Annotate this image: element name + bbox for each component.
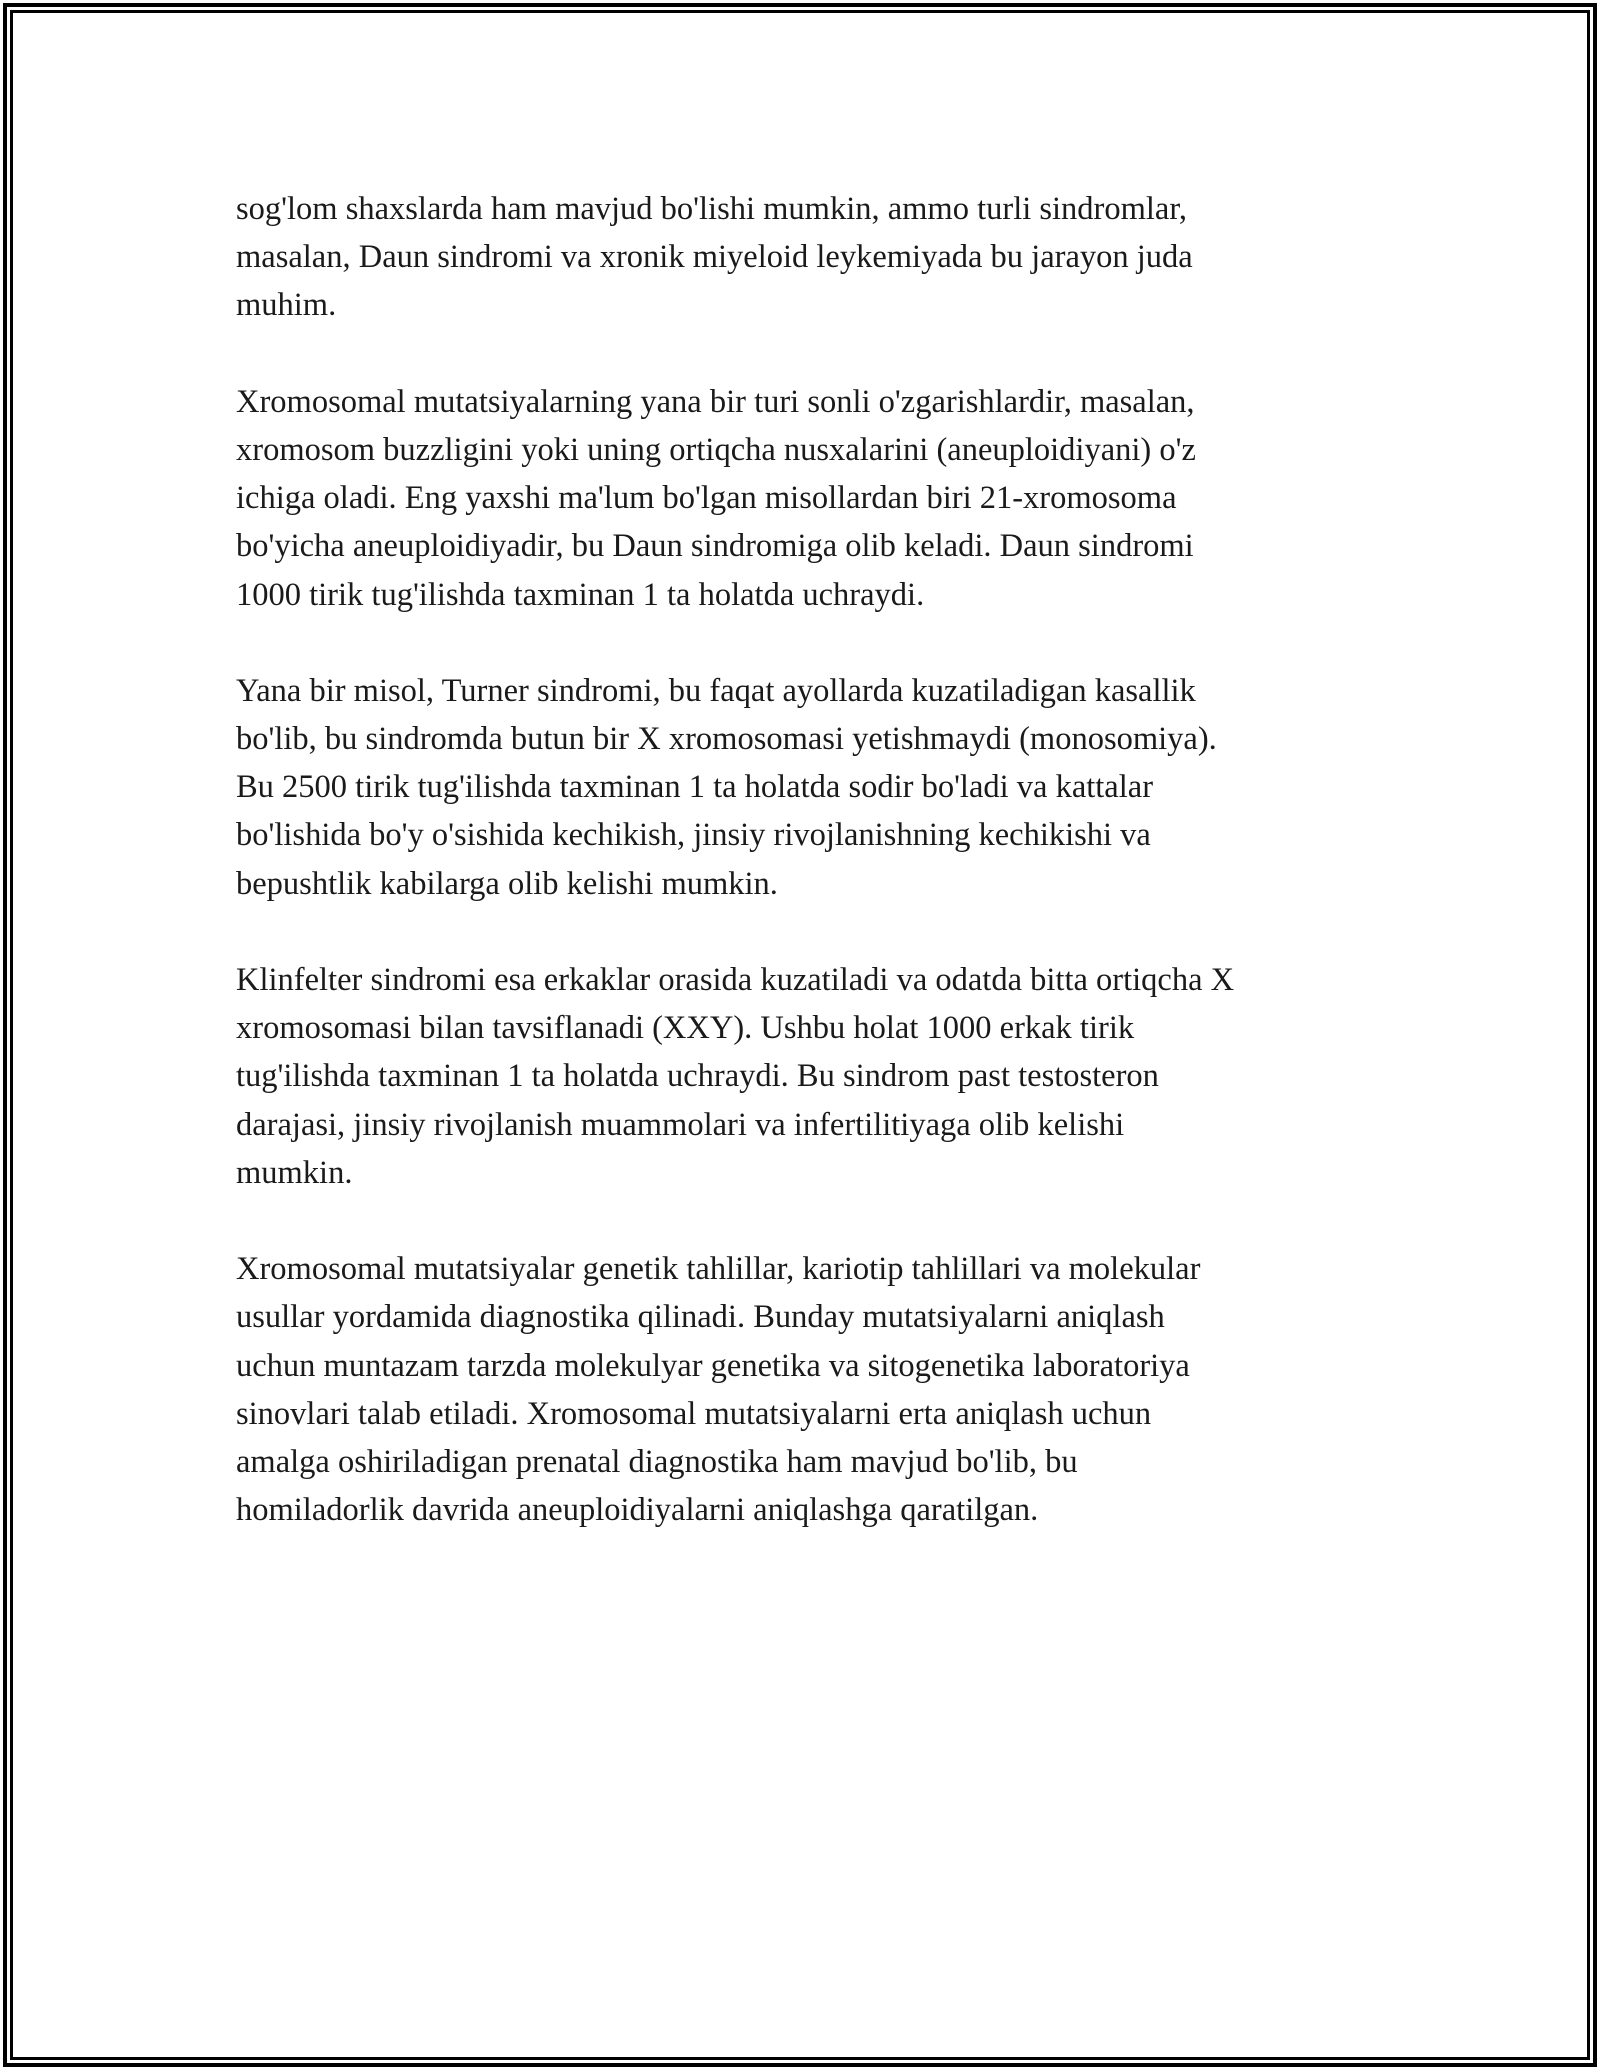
text-line: Klinfelter sindromi esa erkaklar orasida kuzatiladi va odatda bitta ortiqcha X: [236, 962, 1235, 998]
text-line: xromosomasi bilan tavsiflanadi (XXY). Ushbu holat 1000 erkak tirik: [236, 1010, 1135, 1047]
text-line: tug'ilishda taxminan 1 ta holatda uchraydi. Bu sindrom past testosteron: [236, 1058, 1159, 1095]
text-line: xromosom buzzligini yoki uning ortiqcha nusxalarini (aneuploidiyani) o'z: [236, 431, 1196, 468]
paragraph-5: [236, 1245, 1376, 1534]
text-line: masalan, Daun sindromi va xronik miyeloid leykemiyada bu jarayon juda: [236, 239, 1193, 276]
paragraph-2: [236, 378, 1376, 619]
text-line: bo'lishida bo'y o'sishida kechikish, jinsiy rivojlanishning kechikishi va: [236, 817, 1151, 854]
text-line: bo'yicha aneuploidiyadir, bu Daun sindromiga olib keladi. Daun sindromi: [236, 528, 1194, 565]
text-line: uchun muntazam tarzda molekulyar genetika va sitogenetika laboratoriya: [236, 1347, 1190, 1384]
paragraph-3: [236, 667, 1376, 908]
text-line: Yana bir misol, Turner sindromi, bu faqat ayollarda kuzatiladigan kasallik: [236, 672, 1196, 709]
text-line: 1000 tirik tug'ilishda taxminan 1 ta holatda uchraydi.: [236, 576, 925, 613]
text-line: muhim.: [236, 287, 337, 324]
text-line: sog'lom shaxslarda ham mavjud bo'lishi mumkin, ammo turli sindromlar,: [236, 191, 1188, 227]
text-line: bepushtlik kabilarga olib kelishi mumkin.: [236, 865, 778, 902]
text-line: bo'lib, bu sindromda butun bir X xromosomasi yetishmaydi (monosomiya).: [236, 721, 1217, 758]
text-line: Xromosomal mutatsiyalarning yana bir turi sonli o'zgarishlardir, masalan,: [236, 383, 1195, 420]
text-line: mumkin.: [236, 1154, 353, 1191]
paragraph-4: [236, 956, 1376, 1197]
text-line: homiladorlik davrida aneuploidiyalarni aniqlashga qaratilgan.: [236, 1492, 1039, 1529]
text-line: Bu 2500 tirik tug'ilishda taxminan 1 ta holatda sodir bo'ladi va kattalar: [236, 769, 1154, 806]
text-line: ichiga oladi. Eng yaxshi ma'lum bo'lgan misollardan biri 21-xromosoma: [236, 480, 1177, 517]
paragraph-1: [236, 185, 1376, 330]
text-line: sinovlari talab etiladi. Xromosomal mutatsiyalarni erta aniqlash uchun: [236, 1395, 1152, 1432]
text-line: amalga oshiriladigan prenatal diagnostika ham mavjud bo'lib, bu: [236, 1443, 1078, 1480]
text-line: usullar yordamida diagnostika qilinadi. Bunday mutatsiyalarni aniqlash: [236, 1299, 1165, 1336]
text-line: darajasi, jinsiy rivojlanish muammolari va infertilitiyaga olib kelishi: [236, 1106, 1125, 1143]
text-line: Xromosomal mutatsiyalar genetik tahlillar, kariotip tahlillari va molekular: [236, 1251, 1201, 1288]
document-body: [236, 185, 1376, 1582]
